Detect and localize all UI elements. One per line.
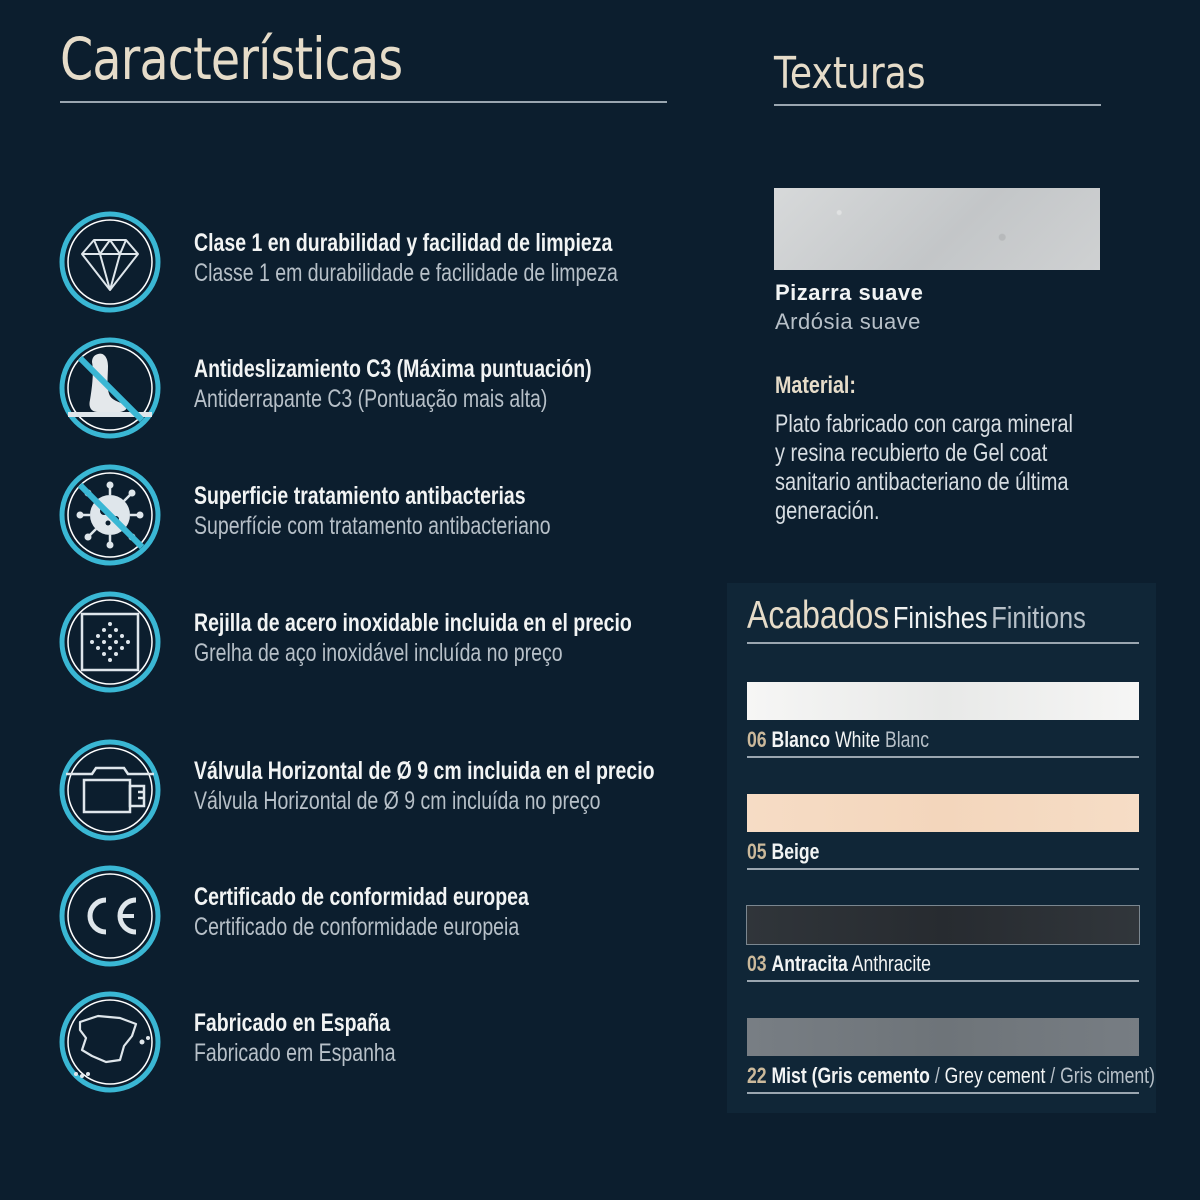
finishes-title-fr: Finitions <box>991 600 1086 635</box>
material-line: y resina recubierto de Gel coat <box>775 439 1048 467</box>
page-title: Características <box>60 25 403 93</box>
textures-divider <box>774 104 1101 106</box>
finish-label: 22 Mist (Gris cemento / Grey cement / Gris ciment) <box>747 1063 1155 1088</box>
feature-text-pt: Antiderrapante C3 (Pontuação mais alta) <box>194 385 548 413</box>
finishes-title-en: Finishes <box>892 600 988 635</box>
feature-text-es: Válvula Horizontal de Ø 9 cm incluida en el precio <box>194 757 655 785</box>
non-slip-foot-icon <box>58 336 162 440</box>
spain-map-icon <box>58 990 162 1094</box>
feature-text-es: Certificado de conformidad europea <box>194 883 529 911</box>
feature-anti-slip <box>58 336 738 440</box>
material-heading: Material: <box>775 372 856 399</box>
grate-icon <box>58 590 162 694</box>
finish-label: 05 Beige <box>747 839 820 864</box>
textures-heading: Texturas <box>774 48 926 99</box>
feature-text-es: Rejilla de acero inoxidable incluida en el precio <box>194 609 632 637</box>
feature-text-es: Clase 1 en durabilidad y facilidad de limpieza <box>194 229 613 257</box>
finish-swatch <box>747 906 1139 944</box>
feature-text-es: Antideslizamiento C3 (Máxima puntuación) <box>194 355 592 383</box>
finish-swatch <box>747 682 1139 720</box>
finish-item-white <box>747 682 1139 758</box>
material-description <box>775 410 1073 526</box>
finishes-title-es: Acabados <box>747 594 890 637</box>
feature-antibacterial <box>58 463 738 567</box>
material-line: Plato fabricado con carga mineral <box>775 410 1073 438</box>
finish-label: 06 Blanco White Blanc <box>747 727 930 752</box>
valve-icon <box>58 738 162 842</box>
feature-valve <box>58 738 738 842</box>
feature-text-pt: Certificado de conformidade europeia <box>194 913 520 941</box>
title-divider <box>60 101 667 103</box>
finish-item-anthracite <box>747 906 1139 982</box>
material-line: sanitario antibacteriano de última <box>775 468 1069 496</box>
feature-text-pt: Fabricado em Espanha <box>194 1039 396 1067</box>
finish-item-beige <box>747 794 1139 870</box>
feature-text-pt: Superfície com tratamento antibacteriano <box>194 512 551 540</box>
finish-item-mist <box>747 1018 1155 1094</box>
diamond-icon <box>58 210 162 314</box>
antibacterial-icon <box>58 463 162 567</box>
ce-mark-icon <box>58 864 162 968</box>
feature-text-pt: Válvula Horizontal de Ø 9 cm incluída no preço <box>194 787 601 815</box>
feature-text-pt: Grelha de aço inoxidável incluída no preço <box>194 639 563 667</box>
feature-grate <box>58 590 738 694</box>
feature-text-es: Superficie tratamiento antibacterias <box>194 482 526 510</box>
finish-swatch <box>747 794 1139 832</box>
feature-text-pt: Classe 1 em durabilidade e facilidade de limpeza <box>194 259 618 287</box>
finish-swatch <box>747 1018 1139 1056</box>
texture-name-pt: Ardósia suave <box>775 309 921 334</box>
feature-durability <box>58 210 738 314</box>
texture-swatch <box>774 188 1100 270</box>
finishes-title <box>747 594 1086 638</box>
finishes-divider <box>747 642 1139 644</box>
texture-name-es: Pizarra suave <box>775 280 924 305</box>
finish-label: 03 Antracita Anthracite <box>747 951 931 976</box>
feature-ce <box>58 864 738 968</box>
feature-text-es: Fabricado en España <box>194 1009 391 1037</box>
feature-made-in-spain <box>58 990 738 1094</box>
material-line: generación. <box>775 497 880 525</box>
